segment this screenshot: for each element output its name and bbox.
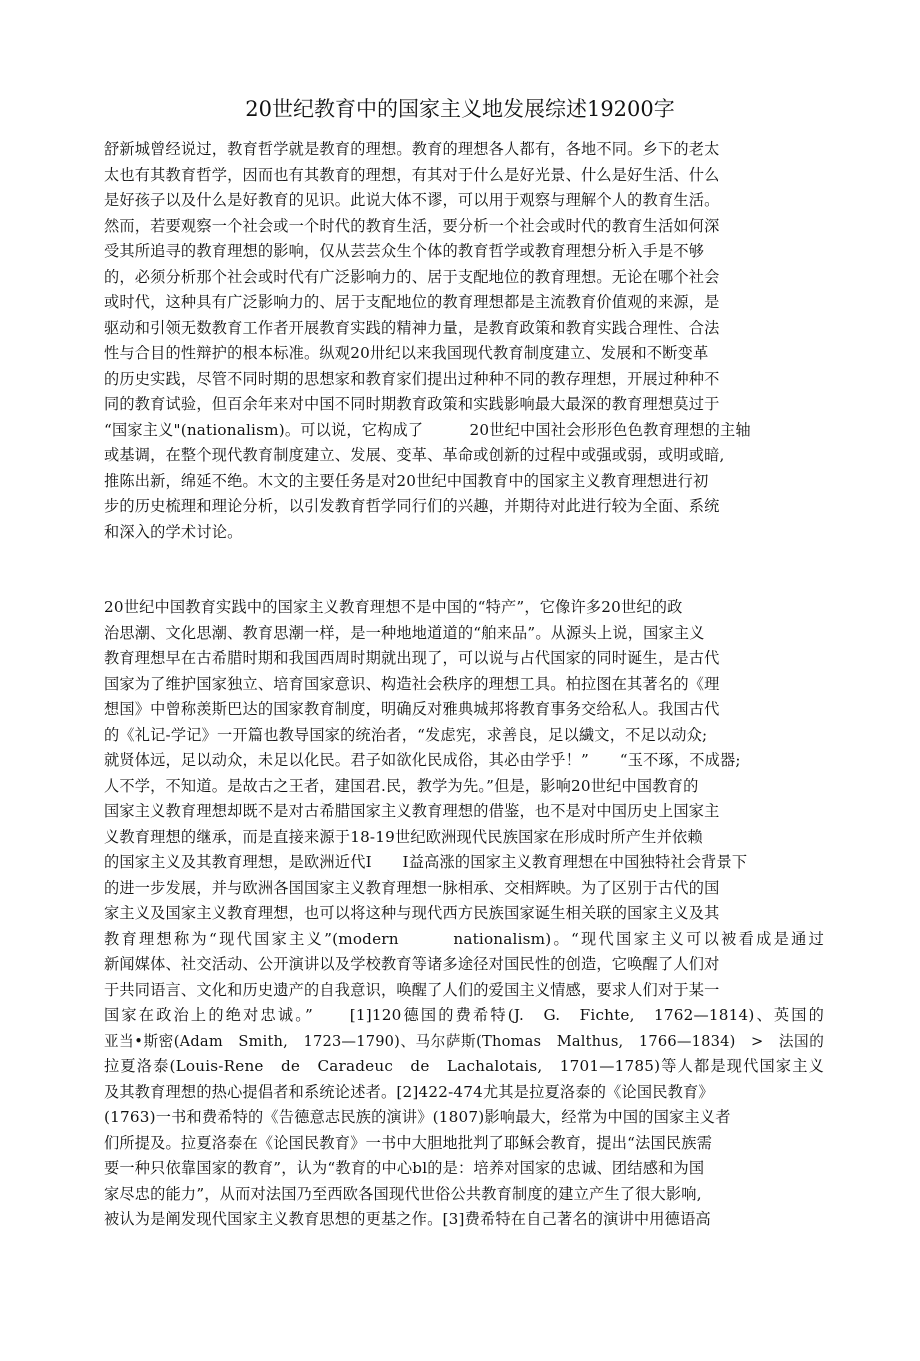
text-line: 性与合目的性辩护的根本标准。纵观20卅纪以来我国现代教育制度建立、发展和不断变革 bbox=[104, 344, 709, 362]
text-line: 就贤体远，足以动众，未足以化民。君子如欲化民成俗，其必由学乎！” “玉不琢，不成器; bbox=[104, 751, 741, 769]
text-line: 然而，若要观察一个社会或一个时代的教育生活，要分析一个社会或时代的教育生活如何深 bbox=[104, 216, 720, 235]
paragraph-1 bbox=[104, 137, 824, 545]
text-line: 义教育理想的继承，而是直接来源于18-19世纪欧洲现代民族国家在形成时所产生并依赖 bbox=[104, 827, 703, 846]
text-line: 的历史实践，尽管不同时期的思想家和教育家们提出过种种不同的教存理想，开展过种种不 bbox=[104, 369, 720, 388]
text-line: 国家在政治上的绝对忠诚。” [1]120德国的费希特(J. G. Fichte, 1762—1814)、英国的 bbox=[104, 1006, 824, 1024]
text-line: 想国》中曾称羡斯巴达的国家教育制度，明确反对雅典城邦将教育事务交给私人。我国古代 bbox=[104, 700, 720, 718]
text-line: 步的历史梳理和理论分析，以引发教育哲学同行们的兴趣，并期待对此进行较为全面、系统 bbox=[104, 497, 720, 515]
text-line: 家尽忠的能力”，从而对法国乃至西欧各国现代世俗公共教育制度的建立产生了很大影响, bbox=[104, 1184, 702, 1203]
text-line: (1763)一书和费希特的《告德意志民族的演讲》(1807)影响最大，经常为中国的国家主义者 bbox=[104, 1108, 731, 1126]
document-title: 20世纪教育中的国家主义地发展综述19200字 bbox=[245, 97, 675, 121]
text-line: 推陈出新，绵延不绝。木文的主要任务是对20世纪中国教育中的国家主义教育理想进行初 bbox=[104, 471, 709, 490]
text-line: 被认为是阐发现代国家主义教育思想的更基之作。[3]费希特在自己著名的演讲中用德语高 bbox=[104, 1210, 711, 1228]
text-line: 教育理想称为“现代国家主义”(modern nationalism)。“现代国家主义可以被看成是通过 bbox=[104, 929, 824, 948]
text-line: 国家为了维护国家独立、培育国家意识、构造社会秩序的理想工具。柏拉图在其著名的《理 bbox=[104, 674, 720, 693]
text-line: 的进一步发展，并与欧洲各国国家主义教育理想一脉相承、交相辉映。为了区别于古代的国 bbox=[104, 878, 720, 897]
text-line: “国家主义"(nationalism)。可以说，它构成了 20世纪中国社会形形色色教育理想的主轴 bbox=[104, 420, 751, 439]
text-line: 新闻媒体、社交活动、公开演讲以及学校教育等诸多途径对国民性的创造，它唤醒了人们对 bbox=[104, 955, 720, 973]
text-line: 及其教育理想的热心提倡者和系统论述者。[2]422-474尤其是拉夏洛泰的《论国民教育》 bbox=[104, 1082, 714, 1101]
text-line: 治思潮、文化思潮、教育思潮一样，是一种地地道道的“舶来品”。从源头上说，国家主义 bbox=[104, 623, 705, 642]
text-line: 亚当•斯密(Adam Smith, 1723—1790)、马尔萨斯(Thomas Malthus, 1766—1834) > 法国的 bbox=[104, 1032, 824, 1050]
text-line: 舒新城曾经说过，教育哲学就是教育的理想。教育的理想各人都有，各地不同。乡下的老太 bbox=[104, 140, 720, 158]
text-line: 的国家主义及其教育理想，是欧洲近代I I益高涨的国家主义教育理想在中国独特社会背景下 bbox=[104, 853, 748, 871]
text-line: 或基调，在整个现代教育制度建立、发展、变革、革命或创新的过程中或强或弱，或明或暗, bbox=[104, 446, 725, 464]
text-line: 于共同语言、文化和历史遗产的自我意识，唤醒了人们的爱国主义情感，要求人们对于某一 bbox=[104, 980, 720, 999]
text-line: 太也有其教育哲学，因而也有其教育的理想，有其对于什么是好光景、什么是好生活、什么 bbox=[104, 165, 720, 184]
text-line: 们所提及。拉夏洛泰在《论国民教育》一书中大胆地批判了耶稣会教育，提出“法国民族需 bbox=[104, 1133, 713, 1152]
text-line: 家主义及国家主义教育理想，也可以将这种与现代西方民族国家诞生相关联的国家主义及其 bbox=[104, 904, 720, 922]
text-line: 20世纪中国教育实践中的国家主义教育理想不是中国的“特产”，它像许多20世纪的政 bbox=[104, 598, 683, 616]
text-line: 和深入的学术讨论。 bbox=[104, 522, 243, 541]
text-line: 要一种只依靠国家的教育”，认为“教育的中心bl的是：培养对国家的忠诚、团结感和为国 bbox=[104, 1159, 705, 1177]
text-line: 教育理想早在古希腊时期和我国西周时期就出现了，可以说与占代国家的同时诞生，是古代 bbox=[104, 649, 720, 667]
text-line: 国家主义教育理想却既不是对古希腊国家主义教育理想的借鉴，也不是对中国历史上国家主 bbox=[104, 802, 720, 820]
text-line: 同的教育试验，但百余年来对中国不同时期教育政策和实践影响最大最深的教育理想莫过于 bbox=[104, 395, 720, 413]
text-line: 受其所追寻的教育理想的影响，仅从芸芸众生个体的教育哲学或教育理想分析入手是不够 bbox=[104, 242, 705, 260]
text-line: 人不学，不知道。是故古之王者，建国君.民，教学为先。”但是，影响20世纪中国教育的 bbox=[104, 776, 699, 795]
text-line: 拉夏洛泰(Louis-Rene de Caradeuc de Lachalotais, 1701—1785)等人都是现代国家主义 bbox=[104, 1057, 824, 1075]
text-line: 或时代，这种具有广泛影响力的、居于支配地位的教育理想都是主流教育价值观的来源，是 bbox=[104, 293, 720, 311]
text-line: 是好孩子以及什么是好教育的见识。此说大体不谬，可以用于观察与理解个人的教育生活。 bbox=[104, 191, 720, 209]
text-line: 的《礼记-学记》一开篇也教导国家的统治者，“发虑宪，求善良，足以繊文，不足以动众; bbox=[104, 725, 708, 744]
text-line: 驱动和引领无数教育工作者开展教育实践的精神力量，是教育政策和教育实践合理性、合法 bbox=[104, 318, 720, 337]
text-line: 的，必须分析那个社会或时代有广泛影响力的、居于支配地位的教育理想。无论在哪个社会 bbox=[104, 267, 720, 286]
paragraph-2 bbox=[104, 595, 824, 1233]
